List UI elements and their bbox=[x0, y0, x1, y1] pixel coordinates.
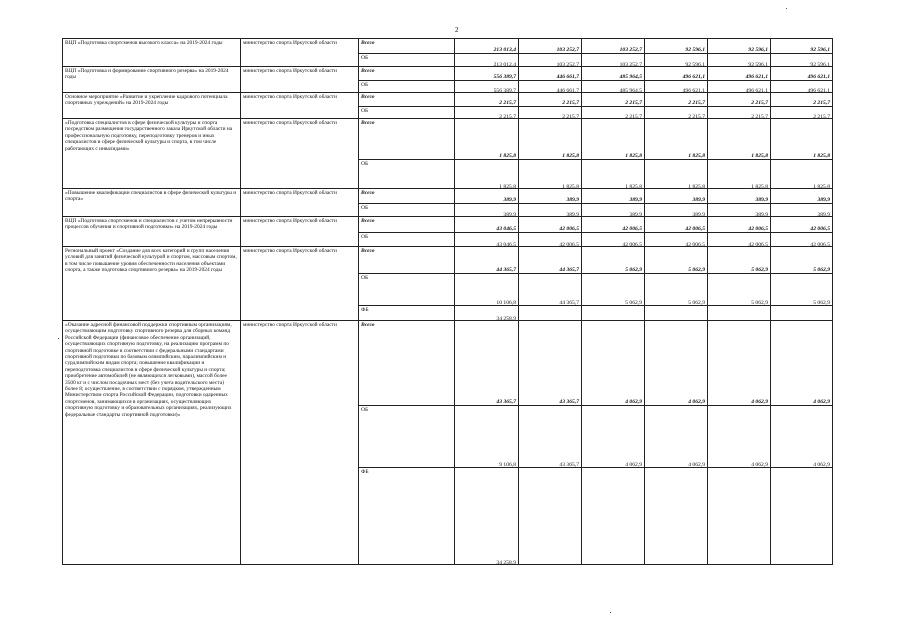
value-year-2: 103 252,7 bbox=[519, 54, 582, 66]
funding-row-total bbox=[359, 321, 833, 405]
funding-row-total bbox=[359, 217, 833, 232]
value-year-1: 43 046,5 bbox=[455, 217, 519, 232]
value-year-5: 2 215,7 bbox=[708, 93, 771, 106]
value-year-5: 496 621,1 bbox=[708, 67, 771, 80]
program-name: ВЦП «Подготовка спортсменов высокого класса» на 2019-2024 годы bbox=[63, 39, 241, 66]
value-year-3: 5 062,9 bbox=[582, 247, 645, 273]
value-year-6 bbox=[771, 306, 833, 320]
value-year-2: 103 252,7 bbox=[519, 39, 582, 53]
funding-row-total bbox=[359, 119, 833, 159]
value-year-5 bbox=[708, 468, 771, 564]
value-year-5: 389,9 bbox=[708, 189, 771, 203]
value-year-3: 4 062,9 bbox=[582, 321, 645, 405]
responsible-executor: министерство спорта Иркутской области bbox=[241, 321, 359, 564]
funding-row-ob bbox=[359, 159, 833, 188]
scan-speck bbox=[58, 338, 59, 339]
value-year-1: 556 389,7 bbox=[455, 67, 519, 80]
value-year-1: 389,9 bbox=[455, 204, 519, 216]
value-year-1: 9 106,8 bbox=[455, 406, 519, 468]
value-year-4: 2 215,7 bbox=[645, 93, 708, 106]
funding-row-ob bbox=[359, 53, 833, 66]
funding-row-total bbox=[359, 39, 833, 53]
value-year-4 bbox=[645, 468, 708, 564]
value-year-6: 42 006,5 bbox=[771, 233, 833, 246]
value-year-5: 4 062,9 bbox=[708, 406, 771, 468]
value-year-4: 4 062,9 bbox=[645, 321, 708, 405]
value-year-3: 103 252,7 bbox=[582, 54, 645, 66]
program-name: ВЦП «Подготовка спортсменов и специалистов с учетом непрерывности процессов обучения и спортивной подготовки» на 2019-2024 годы bbox=[63, 217, 241, 246]
value-year-3: 42 006,5 bbox=[582, 217, 645, 232]
program-name: Основное мероприятие «Развитие и укрепление кадрового потенциала спортивных учреждений» на 2019-2024 годы bbox=[63, 93, 241, 118]
value-year-1: 1 825,8 bbox=[455, 160, 519, 188]
funding-block bbox=[359, 67, 833, 92]
value-year-1: 213 012,4 bbox=[455, 54, 519, 66]
value-year-6: 2 215,7 bbox=[771, 93, 833, 106]
value-year-6: 389,9 bbox=[771, 189, 833, 203]
value-year-6: 5 062,9 bbox=[771, 274, 833, 306]
table-row bbox=[63, 67, 833, 93]
table-row bbox=[63, 39, 833, 67]
funding-row-total bbox=[359, 67, 833, 80]
value-year-3: 485 964,5 bbox=[582, 67, 645, 80]
value-year-1: 556 389,7 bbox=[455, 81, 519, 92]
funding-source: Всего bbox=[359, 321, 455, 405]
value-year-2: 1 825,8 bbox=[519, 119, 582, 159]
value-year-4: 92 596,1 bbox=[645, 39, 708, 53]
value-year-2 bbox=[519, 306, 582, 320]
value-year-1: 389,9 bbox=[455, 189, 519, 203]
value-year-3: 42 006,5 bbox=[582, 233, 645, 246]
value-year-5: 5 062,9 bbox=[708, 274, 771, 306]
program-name: Региональный проект «Создание для всех категорий и групп населения условий для занятий физической культурой и спортом, массовым спортом, в том числе повышение уровня обеспеченности населения объектами спорта, а также подготовка спортивного резерва» на 2019-2024 годы bbox=[63, 247, 241, 320]
value-year-5 bbox=[708, 306, 771, 320]
value-year-6: 2 215,7 bbox=[771, 107, 833, 118]
value-year-6: 4 062,9 bbox=[771, 406, 833, 468]
value-year-2: 43 365,7 bbox=[519, 321, 582, 405]
value-year-5: 389,9 bbox=[708, 204, 771, 216]
value-year-4: 389,9 bbox=[645, 189, 708, 203]
value-year-1: 2 215,7 bbox=[455, 93, 519, 106]
value-year-3: 5 062,9 bbox=[582, 274, 645, 306]
scan-speck bbox=[786, 8, 787, 9]
table-row bbox=[63, 217, 833, 247]
value-year-3: 485 964,5 bbox=[582, 81, 645, 92]
value-year-5: 92 596,1 bbox=[708, 54, 771, 66]
program-name: «Подготовка специалистов в сфере физической культуры и спорта посредством размещения государственного заказа Иркутской области на профессиональную подготовку, переподготовку тренеров и иных специалистов в сфере физической культуры и спорта, в том числе работающих с инвалидами» bbox=[63, 119, 241, 188]
funding-row-total bbox=[359, 247, 833, 273]
value-year-3 bbox=[582, 468, 645, 564]
value-year-4: 92 596,1 bbox=[645, 54, 708, 66]
value-year-4: 42 006,5 bbox=[645, 217, 708, 232]
funding-source: ОБ bbox=[359, 54, 455, 66]
budget-table bbox=[62, 38, 833, 565]
value-year-1: 44 365,7 bbox=[455, 247, 519, 273]
value-year-3: 4 062,9 bbox=[582, 406, 645, 468]
value-year-2: 389,9 bbox=[519, 204, 582, 216]
value-year-6: 4 062,9 bbox=[771, 321, 833, 405]
value-year-5: 2 215,7 bbox=[708, 107, 771, 118]
value-year-3: 2 215,7 bbox=[582, 107, 645, 118]
funding-row-ob bbox=[359, 80, 833, 92]
value-year-4: 5 062,9 bbox=[645, 274, 708, 306]
value-year-2: 44 365,7 bbox=[519, 274, 582, 306]
responsible-executor: министерство спорта Иркутской области bbox=[241, 93, 359, 118]
funding-block bbox=[359, 39, 833, 66]
funding-source: Всего bbox=[359, 247, 455, 273]
value-year-5: 5 062,9 bbox=[708, 247, 771, 273]
funding-row-ob bbox=[359, 405, 833, 468]
funding-source: Всего bbox=[359, 93, 455, 106]
value-year-2: 446 661,7 bbox=[519, 67, 582, 80]
value-year-3: 389,9 bbox=[582, 204, 645, 216]
value-year-5: 496 621,1 bbox=[708, 81, 771, 92]
funding-source: ОБ bbox=[359, 204, 455, 216]
value-year-5: 42 006,5 bbox=[708, 217, 771, 232]
funding-row-ob bbox=[359, 203, 833, 216]
responsible-executor: министерство спорта Иркутской области bbox=[241, 39, 359, 66]
funding-source: ОБ bbox=[359, 107, 455, 118]
funding-block bbox=[359, 217, 833, 246]
table-row bbox=[63, 321, 833, 565]
funding-source: ОБ bbox=[359, 406, 455, 468]
funding-source: ФБ bbox=[359, 306, 455, 320]
value-year-6: 1 825,8 bbox=[771, 160, 833, 188]
funding-source: ОБ bbox=[359, 81, 455, 92]
value-year-2: 389,9 bbox=[519, 189, 582, 203]
value-year-2: 1 825,8 bbox=[519, 160, 582, 188]
value-year-4: 496 621,1 bbox=[645, 67, 708, 80]
value-year-4: 42 006,5 bbox=[645, 233, 708, 246]
responsible-executor: министерство спорта Иркутской области bbox=[241, 67, 359, 92]
value-year-4: 389,9 bbox=[645, 204, 708, 216]
value-year-5: 92 596,1 bbox=[708, 39, 771, 53]
value-year-2: 42 006,5 bbox=[519, 233, 582, 246]
funding-source: ОБ bbox=[359, 160, 455, 188]
funding-block bbox=[359, 93, 833, 118]
value-year-5: 42 006,5 bbox=[708, 233, 771, 246]
scan-speck bbox=[610, 612, 611, 613]
page-number: 2 bbox=[455, 26, 459, 34]
table-row bbox=[63, 189, 833, 217]
value-year-2: 446 661,7 bbox=[519, 81, 582, 92]
value-year-1: 43 046,5 bbox=[455, 233, 519, 246]
value-year-4: 496 621,1 bbox=[645, 81, 708, 92]
value-year-3: 389,9 bbox=[582, 189, 645, 203]
funding-row-total bbox=[359, 189, 833, 203]
value-year-6: 389,9 bbox=[771, 204, 833, 216]
responsible-executor: министерство спорта Иркутской области bbox=[241, 217, 359, 246]
value-year-1: 10 106,8 bbox=[455, 274, 519, 306]
value-year-2: 2 215,7 bbox=[519, 93, 582, 106]
funding-row-fb bbox=[359, 467, 833, 564]
funding-block bbox=[359, 321, 833, 564]
program-name: ВЦП «Подготовка и формирование спортивного резерва» на 2019-2024 годы bbox=[63, 67, 241, 92]
value-year-4: 1 825,8 bbox=[645, 160, 708, 188]
funding-block bbox=[359, 119, 833, 188]
value-year-1: 213 013,4 bbox=[455, 39, 519, 53]
value-year-3: 2 215,7 bbox=[582, 93, 645, 106]
value-year-6: 42 006,5 bbox=[771, 217, 833, 232]
funding-source: Всего bbox=[359, 67, 455, 80]
funding-block bbox=[359, 189, 833, 216]
value-year-2: 44 365,7 bbox=[519, 247, 582, 273]
value-year-6: 92 596,1 bbox=[771, 54, 833, 66]
funding-source: Всего bbox=[359, 39, 455, 53]
value-year-2: 2 215,7 bbox=[519, 107, 582, 118]
value-year-2: 42 006,5 bbox=[519, 217, 582, 232]
value-year-3 bbox=[582, 306, 645, 320]
value-year-6: 5 062,9 bbox=[771, 247, 833, 273]
funding-source: ОБ bbox=[359, 274, 455, 306]
program-name: «Повышение квалификации специалистов в сфере физической культуры и спорта» bbox=[63, 189, 241, 216]
value-year-2: 43 365,7 bbox=[519, 406, 582, 468]
value-year-4 bbox=[645, 306, 708, 320]
value-year-6: 1 825,8 bbox=[771, 119, 833, 159]
value-year-3: 1 825,8 bbox=[582, 119, 645, 159]
funding-row-ob bbox=[359, 232, 833, 246]
value-year-6: 92 596,1 bbox=[771, 39, 833, 53]
funding-row-total bbox=[359, 93, 833, 106]
responsible-executor: министерство спорта Иркутской области bbox=[241, 189, 359, 216]
program-name: «Оказание адресной финансовой поддержки спортивным организациям, осуществляющим подготовку спортивного резерва для сборных команд Российской Федерации (финансовое обеспечение организаций, осуществляющих спортивную подготовку, на реализацию программ по спортивной подготовке в соответствии с федеральными стандартами спортивной подготовки по базовым олимпийским, паралимпийским и сурдлимпийским видам спорта; повышение квалификации и переподготовка специалистов в сфере физической культуры и спорта; приобретение автомобилей (не являющихся легковыми), массой более 3500 кг и с числом посадочных мест (без учета водительского места) более 8; осуществление, в соответствии с порядком, утвержденным Министерством спорта Российской Федерации, подготовки одаренных спортсменов, занимающихся в организациях, осуществляющих спортивную подготовку и образовательных организациях, реализующих федеральные стандарты спортивной подготовки)» bbox=[63, 321, 241, 564]
funding-source: ОБ bbox=[359, 233, 455, 246]
table-row bbox=[63, 247, 833, 321]
value-year-6 bbox=[771, 468, 833, 564]
value-year-5: 1 825,8 bbox=[708, 119, 771, 159]
funding-row-fb bbox=[359, 305, 833, 320]
value-year-4: 2 215,7 bbox=[645, 107, 708, 118]
value-year-4: 1 825,8 bbox=[645, 119, 708, 159]
value-year-4: 4 062,9 bbox=[645, 406, 708, 468]
funding-source: ФБ bbox=[359, 468, 455, 564]
value-year-3: 1 825,8 bbox=[582, 160, 645, 188]
funding-block bbox=[359, 247, 833, 320]
value-year-5: 4 062,9 bbox=[708, 321, 771, 405]
value-year-1: 43 365,7 bbox=[455, 321, 519, 405]
value-year-6: 496 621,1 bbox=[771, 81, 833, 92]
funding-source: Всего bbox=[359, 189, 455, 203]
value-year-1: 34 258,9 bbox=[455, 468, 519, 564]
responsible-executor: министерство спорта Иркутской области bbox=[241, 119, 359, 188]
value-year-2 bbox=[519, 468, 582, 564]
table-row bbox=[63, 119, 833, 189]
funding-source: Всего bbox=[359, 119, 455, 159]
funding-row-ob bbox=[359, 273, 833, 306]
funding-row-ob bbox=[359, 106, 833, 118]
value-year-5: 1 825,8 bbox=[708, 160, 771, 188]
value-year-4: 5 062,9 bbox=[645, 247, 708, 273]
table-row bbox=[63, 93, 833, 119]
responsible-executor: министерство спорта Иркутской области bbox=[241, 247, 359, 320]
value-year-1: 1 825,8 bbox=[455, 119, 519, 159]
value-year-6: 496 621,1 bbox=[771, 67, 833, 80]
funding-source: Всего bbox=[359, 217, 455, 232]
value-year-3: 103 252,7 bbox=[582, 39, 645, 53]
value-year-1: 34 258,9 bbox=[455, 306, 519, 320]
value-year-1: 2 215,7 bbox=[455, 107, 519, 118]
